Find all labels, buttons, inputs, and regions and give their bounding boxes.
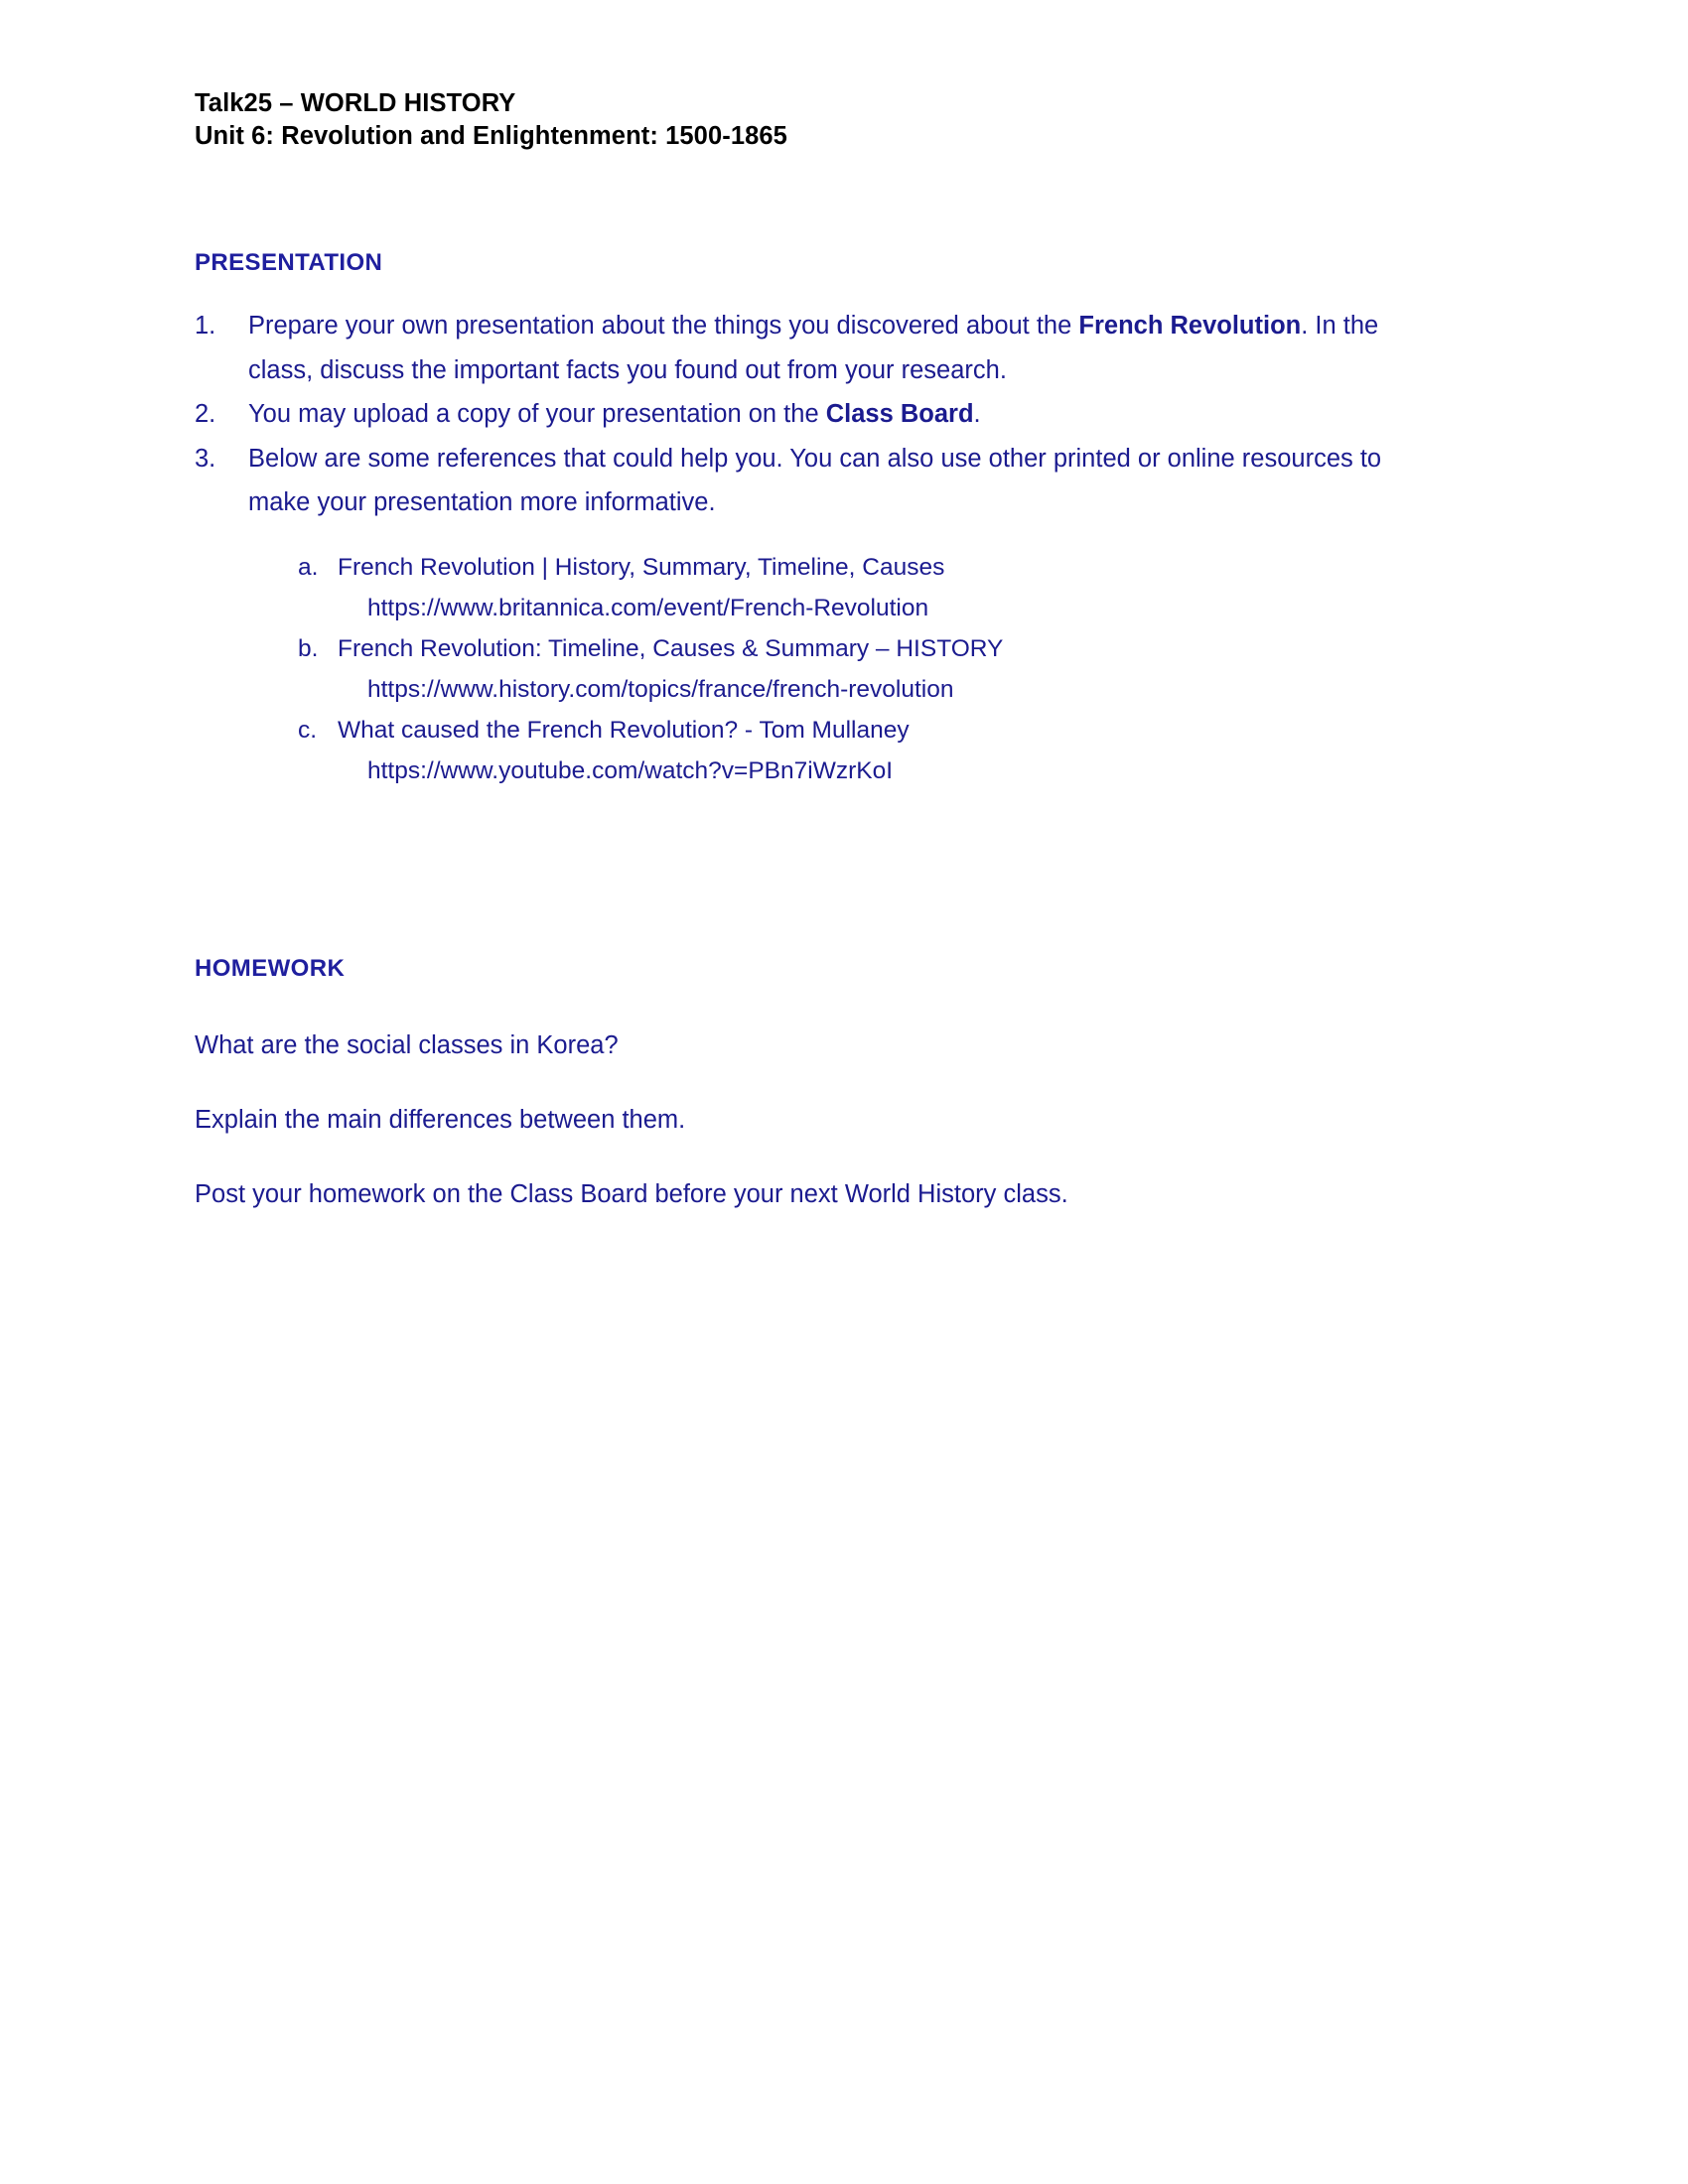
reference-title: What caused the French Revolution? - Tom Mullaney — [338, 716, 910, 744]
homework-heading: HOMEWORK — [195, 954, 346, 982]
list-item — [195, 304, 1519, 392]
list-item — [195, 392, 1519, 437]
reference-letter: c. — [298, 716, 318, 744]
reference-title: French Revolution | History, Summary, Timeline, Causes — [338, 553, 945, 581]
reference-url[interactable]: https://www.britannica.com/event/French-Revolution — [367, 594, 929, 621]
reference-letter: b. — [298, 634, 319, 662]
reference-letter: a. — [298, 553, 319, 581]
list-item-text-before-bold: You may upload a copy of your presentation on the — [248, 400, 826, 428]
header-course-line: Talk25 – WORLD HISTORY — [195, 89, 516, 117]
list-item-emphasis: French Revolution — [1078, 312, 1302, 340]
list-item — [298, 628, 1519, 710]
reference-url[interactable]: https://www.youtube.com/watch?v=PBn7iWzrKoI — [367, 756, 894, 784]
document-header — [195, 77, 1519, 153]
presentation-heading: PRESENTATION — [195, 249, 383, 276]
list-item-text-after-bold: . In the class, discuss the important facts you found out from your research. — [248, 312, 1379, 384]
list-item-number: 2. — [195, 400, 216, 428]
homework-question-2: Explain the main differences between them. — [195, 1105, 686, 1134]
reference-list — [195, 525, 1519, 791]
list-item — [195, 437, 1519, 525]
list-item-text-before-bold: Below are some references that could help you. You can also use other printed or online resources to make your presentation more informative. — [248, 444, 1382, 516]
list-item-text — [248, 392, 1410, 437]
list-item-text-after-bold: . — [973, 400, 981, 428]
homework-submission-note: Post your homework on the Class Board before your next World History class. — [195, 1179, 1068, 1208]
list-item-text-before-bold: Prepare your own presentation about the things you discovered about the — [248, 312, 1079, 340]
reference-title: French Revolution: Timeline, Causes & Summary – HISTORY — [338, 634, 1004, 662]
list-item-emphasis: Class Board — [825, 400, 974, 428]
list-item-number: 3. — [195, 444, 216, 473]
homework-question-1: What are the social classes in Korea? — [195, 1030, 619, 1059]
list-item — [298, 547, 1519, 628]
list-item-text — [248, 304, 1410, 392]
reference-url[interactable]: https://www.history.com/topics/france/french-revolution — [367, 675, 954, 703]
homework-section — [195, 791, 1519, 1216]
list-item — [298, 710, 1519, 791]
list-item-number: 1. — [195, 312, 216, 340]
page-bottom-spacer — [195, 1216, 1519, 1256]
presentation-instruction-list — [195, 277, 1519, 525]
list-item-text — [248, 437, 1410, 525]
header-unit-line: Unit 6: Revolution and Enlightenment: 1500-1865 — [195, 122, 787, 150]
